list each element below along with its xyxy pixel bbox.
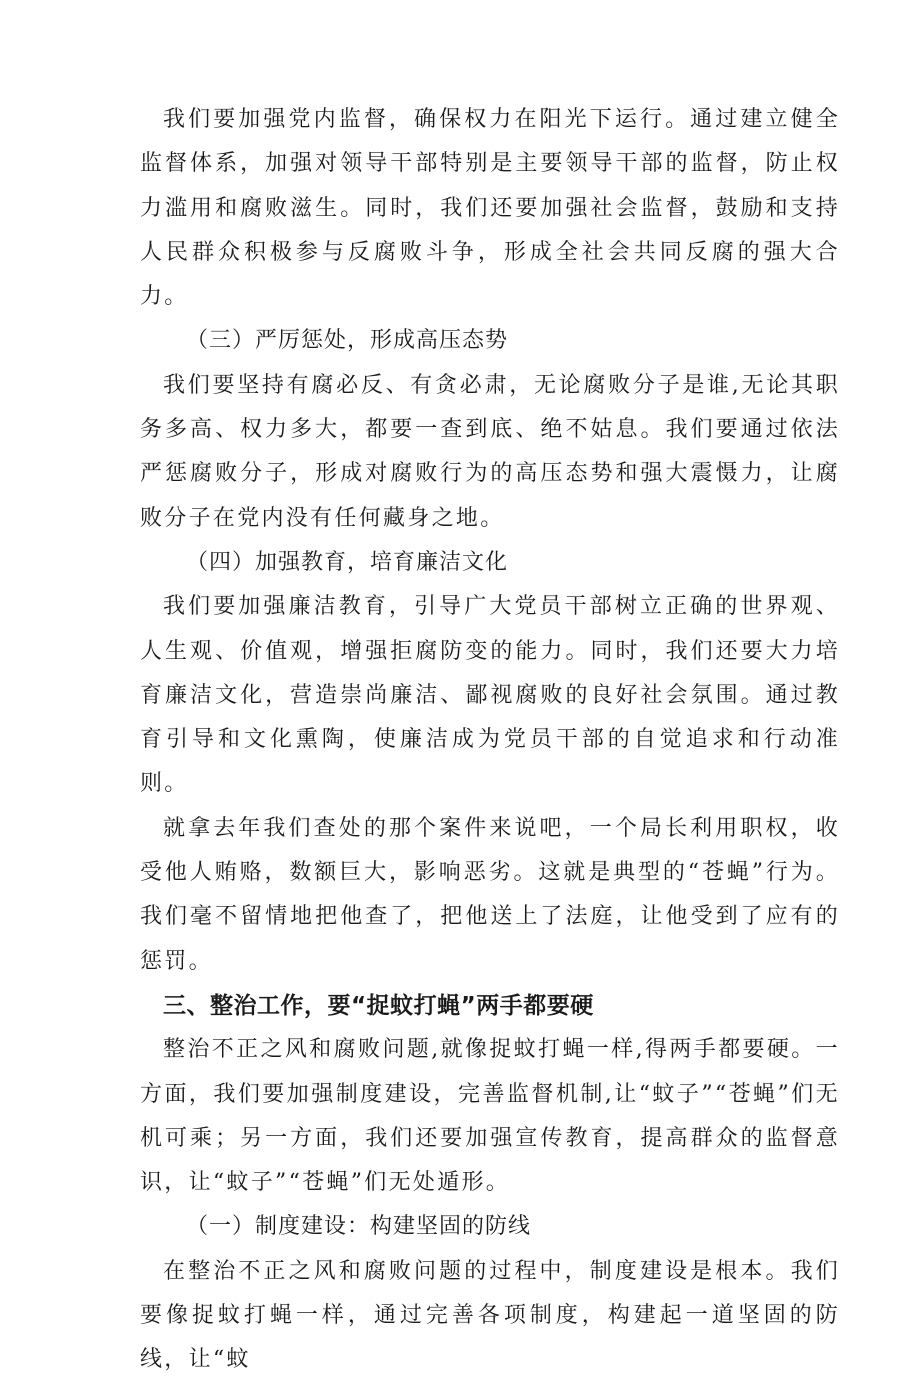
section-heading-three: 三、整治工作，要“捉蚊打蝇”两手都要硬 <box>163 992 594 1019</box>
paragraph-institution-building: 在整治不正之风和腐败问题的过程中，制度建设是根本。我们要像捉蚊打蝇一样，通过完善各项制度，构建起一道坚固的防线，让“蚊 <box>140 1258 840 1373</box>
paragraph-integrity-education: 我们要加强廉洁教育，引导广大党员干部树立正确的世界观、人生观、价值观，增强拒腐防变的能力。同时，我们还要大力培育廉洁文化，营造崇尚廉洁、鄙视腐败的良好社会氛围。通过教育引导和文化熏陶，使廉洁成为党员干部的自觉追求和行动准则。 <box>140 594 840 797</box>
paragraph-party-supervision: 我们要加强党内监督，确保权力在阳光下运行。通过建立健全监督体系，加强对领导干部特别是主要领导干部的监督，防止权力滥用和腐败滋生。同时，我们还要加强社会监督，鼓励和支持人民群众积极参与反腐败斗争，形成全社会共同反腐的强大合力。 <box>140 107 840 310</box>
paragraph-anti-corruption: 我们要坚持有腐必反、有贪必肃，无论腐败分子是谁,无论其职务多高、权力多大，都要一查到底、绝不姑息。我们要通过依法严惩腐败分子，形成对腐败行为的高压态势和强大震慑力，让腐败分子在党内没有任何藏身之地。 <box>140 372 840 531</box>
subheading-institution-building: （一）制度建设：构建坚固的防线 <box>186 1214 532 1240</box>
paragraph-case-example: 就拿去年我们查处的那个案件来说吧，一个局长利用职权，收受他人贿赂，数额巨大，影响恶劣。这就是典型的“苍蝇”行为。我们毫不留情地把他查了，把他送上了法庭，让他受到了应有的惩罚。 <box>140 815 840 974</box>
paragraph-both-hands: 整治不正之风和腐败问题,就像捉蚊打蝇一样,得两手都要硬。一方面，我们要加强制度建设，完善监督机制,让“蚊子”“苍蝇”们无机可乘；另一方面，我们还要加强宣传教育，提高群众的监督意识，让“蚊子”“苍蝇”们无处遁形。 <box>140 1037 840 1196</box>
subheading-strict-punishment: （三）严厉惩处，形成高压态势 <box>186 328 509 354</box>
subheading-education: （四）加强教育，培育廉洁文化 <box>186 549 509 575</box>
document-body <box>140 98 840 1383</box>
